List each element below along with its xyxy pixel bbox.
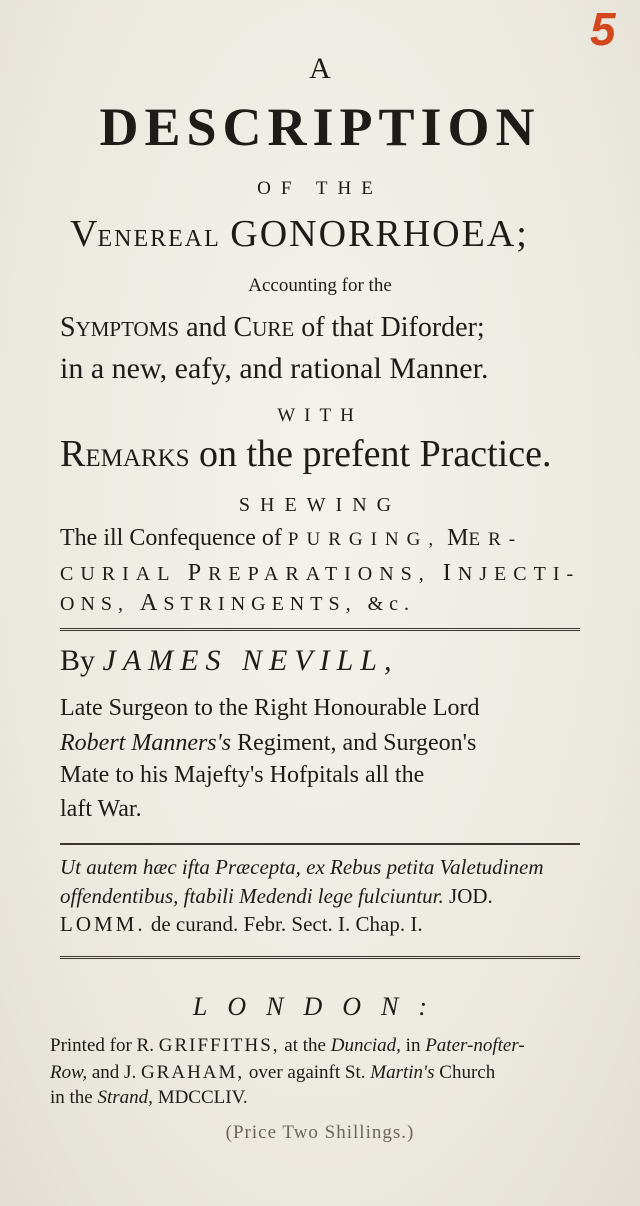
author-by: By xyxy=(60,644,96,677)
imprint-martins: Martin's xyxy=(370,1062,435,1083)
imprint-at-the: at the xyxy=(284,1035,326,1056)
curial-reparations: REPARATIONS, xyxy=(208,563,431,585)
symptoms-rest: of that Diforder; xyxy=(301,312,485,343)
imprint-and-j: and J. xyxy=(91,1062,137,1083)
symptoms-and: and xyxy=(186,312,227,343)
page-number: 5 xyxy=(590,3,616,55)
with-line: WITH xyxy=(277,405,363,426)
imprint-over-against: over againft St. xyxy=(248,1062,366,1083)
imprint-in-the: in the xyxy=(50,1087,93,1108)
epigraph-lomm: LOMM. xyxy=(60,912,146,936)
symptoms-ymptoms: YMPTOMS xyxy=(75,317,180,341)
imprint-printer-1: GRIFFITHS, xyxy=(158,1035,280,1056)
curial-njecti: NJECTI- xyxy=(457,563,581,585)
epigraph-line-1: Ut autem hæc ifta Præcepta, ex Rebus petita Valetudinem xyxy=(60,855,544,879)
subject-enereal: ENEREAL xyxy=(97,226,221,252)
symptoms-c: C xyxy=(233,312,253,343)
robert-rest: Regiment, and Surgeon's xyxy=(237,730,477,756)
imprint-strand: Strand, xyxy=(97,1087,153,1108)
divider-rule xyxy=(60,843,580,845)
mate-line: Mate to his Majefty's Hofpitals all the xyxy=(60,762,425,788)
subject-line xyxy=(70,212,529,256)
curial-p: P xyxy=(187,560,209,586)
consequence-line xyxy=(60,525,523,552)
divider-rule xyxy=(60,628,580,631)
subject-v: V xyxy=(70,213,98,255)
epigraph-line-2-italic: offendentibus, ftabili Medendi lege fulciuntur. xyxy=(60,884,444,908)
imprint-line-3 xyxy=(50,1087,248,1109)
consequence-er: ER- xyxy=(468,529,524,550)
manner-line: in a new, eafy, and rational Manner. xyxy=(60,352,489,385)
imprint-row: Row, xyxy=(50,1062,88,1083)
symptoms-s: S xyxy=(60,312,76,343)
consequence-text: The ill Confequence of xyxy=(60,525,282,551)
curial-i: I xyxy=(442,560,458,586)
imprint-dunciad: Dunciad, xyxy=(330,1035,401,1056)
imprint-street: Pater-nofter- xyxy=(425,1035,525,1056)
late-line: Late Surgeon to the Right Honourable Lord xyxy=(60,695,480,721)
ons-word: ONS, xyxy=(60,593,130,615)
war-line: laft War. xyxy=(60,796,142,822)
robert-name: Robert Manners's xyxy=(60,730,232,756)
symptoms-ure: URE xyxy=(252,317,295,341)
remarks-r: R xyxy=(60,433,86,475)
divider-rule xyxy=(60,956,580,959)
main-title: DESCRIPTION xyxy=(99,97,541,157)
consequence-purging: PURGING, xyxy=(287,529,442,550)
curial-line xyxy=(60,560,580,587)
of-the-line: OF THE xyxy=(257,178,383,199)
imprint-city: LONDON: xyxy=(192,992,448,1021)
imprint-price: (Price Two Shillings.) xyxy=(225,1122,415,1143)
author-line xyxy=(60,644,399,678)
shewing-line: SHEWING xyxy=(238,494,402,516)
ons-stringents: STRINGENTS, xyxy=(163,593,357,615)
subject-disease: GONORRHOEA; xyxy=(230,213,529,255)
curial-word: CURIAL xyxy=(60,563,176,585)
symptoms-line xyxy=(60,312,485,344)
imprint-in: in xyxy=(405,1035,421,1056)
imprint-line-2 xyxy=(50,1062,495,1084)
epigraph-line-2 xyxy=(60,884,493,909)
remarks-emarks: EMARKS xyxy=(85,445,190,472)
accounting-line: Accounting for the xyxy=(248,275,392,296)
ons-a: A xyxy=(140,590,164,616)
ons-etc: &c. xyxy=(367,593,416,615)
imprint-printer-2: GRAHAM, xyxy=(140,1062,245,1083)
ons-line xyxy=(60,590,415,617)
epigraph-author: JOD. xyxy=(449,884,493,908)
epigraph-line-3 xyxy=(60,912,423,937)
imprint-church: Church xyxy=(439,1062,496,1083)
consequence-m: M xyxy=(447,525,469,551)
remarks-line xyxy=(60,432,551,476)
imprint-printed-for: Printed for R. xyxy=(50,1035,154,1056)
article-a: A xyxy=(309,52,331,85)
epigraph-source: de curand. Febr. Sect. I. Chap. I. xyxy=(150,912,423,936)
remarks-rest: on the prefent Practice. xyxy=(199,433,552,475)
imprint-year: MDCCLIV. xyxy=(157,1087,248,1108)
author-name: JAMES NEVILL, xyxy=(102,644,399,677)
robert-line xyxy=(60,730,476,757)
imprint-line-1 xyxy=(50,1035,525,1057)
